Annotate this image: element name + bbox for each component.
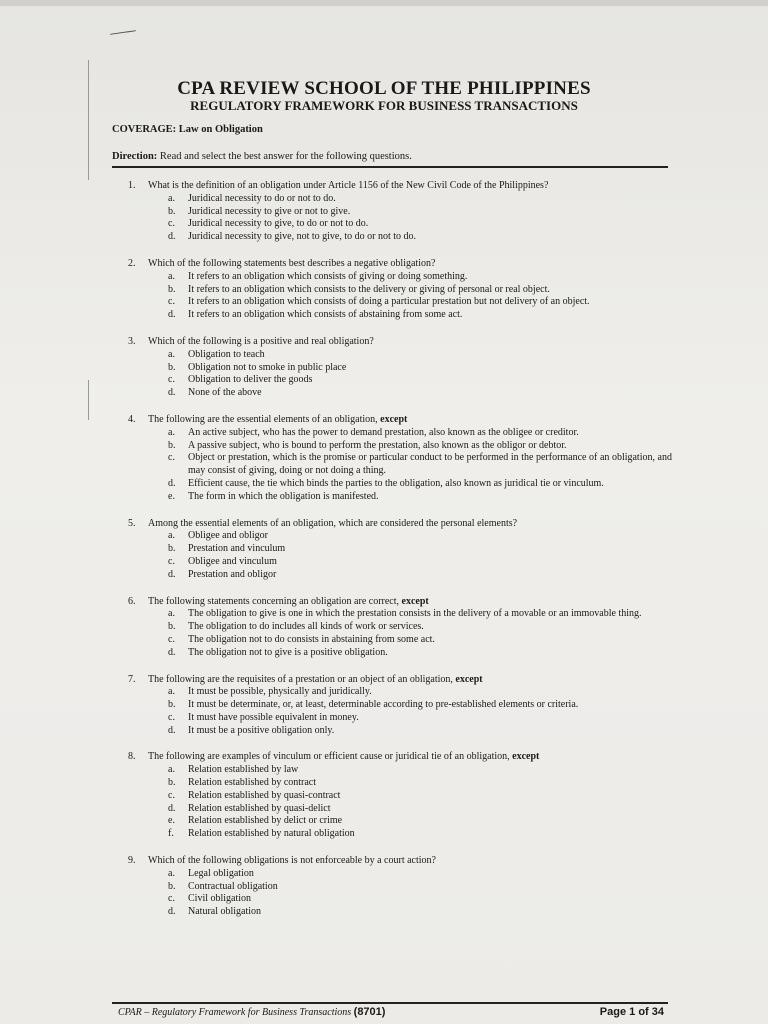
choice-letter: a.	[168, 192, 175, 204]
question-text: The following are the requisites of a prestation or an object of an obligation,	[148, 673, 456, 685]
answer-choice	[168, 452, 672, 478]
answer-choice	[168, 556, 672, 569]
answer-choice	[168, 427, 672, 440]
question-text: Among the essential elements of an obligation, which are considered the personal elements?	[148, 517, 518, 529]
choice-letter: d.	[168, 231, 176, 243]
choice-letter: a.	[168, 608, 175, 620]
choice-letter: b.	[168, 361, 176, 373]
choice-letter: c.	[168, 555, 175, 567]
choice-text: It refers to an obligation which consists of doing a particular prestation but not delivery of an object.	[188, 296, 590, 308]
choice-text: Civil obligation	[188, 893, 252, 905]
question-item	[112, 518, 672, 582]
choice-text: Legal obligation	[188, 867, 254, 879]
choice-letter: a.	[168, 764, 175, 776]
choice-letter: a.	[168, 426, 175, 438]
answer-choice	[168, 218, 672, 231]
choice-letter: e.	[168, 490, 175, 502]
answer-choice	[168, 440, 672, 453]
question-number: 3.	[128, 335, 136, 347]
question-number: 8.	[128, 751, 136, 763]
question-text: The following are examples of vinculum or efficient cause or juridical tie of an obligation,	[148, 751, 513, 763]
choice-text: The obligation not to do consists in abstaining from some act.	[188, 633, 435, 645]
choice-letter: a.	[168, 348, 175, 360]
question-item	[112, 751, 672, 841]
direction-line	[112, 151, 412, 162]
question-emphasis: except	[380, 413, 408, 425]
choice-letter: a.	[168, 867, 175, 879]
choice-letter: c.	[168, 893, 175, 905]
question-stem	[148, 855, 672, 868]
direction-rule	[112, 166, 668, 168]
choice-letter: d.	[168, 802, 176, 814]
answer-choice	[168, 349, 672, 362]
question-text: The following statements concerning an obligation are correct,	[148, 595, 402, 607]
choice-letter: a.	[168, 686, 175, 698]
answer-choice	[168, 815, 672, 828]
answer-choice	[168, 387, 672, 400]
question-emphasis: except	[512, 751, 540, 763]
choice-letter: b.	[168, 283, 176, 295]
choice-letter: d.	[168, 387, 176, 399]
coverage-line	[112, 124, 263, 135]
choice-letter: d.	[168, 568, 176, 580]
question-emphasis: except	[455, 673, 483, 685]
direction-text: Read and select the best answer for the following questions.	[159, 151, 412, 162]
choice-letter: c.	[168, 633, 175, 645]
footer-course-code: (8701)	[353, 1006, 386, 1018]
question-list	[112, 180, 672, 933]
choice-list	[148, 686, 672, 737]
choice-text: Obligee and vinculum	[188, 555, 277, 567]
scan-edge	[0, 0, 768, 6]
choice-text: Relation established by delict or crime	[188, 815, 343, 827]
question-number: 2.	[128, 257, 136, 269]
choice-text: It must be a positive obligation only.	[188, 724, 335, 736]
choice-text: Obligee and obligor	[188, 530, 268, 542]
answer-choice	[168, 271, 672, 284]
answer-choice	[168, 362, 672, 375]
choice-letter: c.	[168, 789, 175, 801]
choice-list	[148, 764, 672, 841]
choice-letter: b.	[168, 543, 176, 555]
question-stem	[148, 596, 672, 609]
footer-rule	[112, 1002, 668, 1004]
choice-letter: d.	[168, 906, 176, 918]
answer-choice	[168, 621, 672, 634]
choice-letter: b.	[168, 205, 176, 217]
answer-choice	[168, 777, 672, 790]
choice-text: It must be possible, physically and juridically.	[188, 686, 372, 698]
choice-list	[148, 530, 672, 581]
question-stem	[148, 751, 672, 764]
choice-letter: b.	[168, 699, 176, 711]
answer-choice	[168, 881, 672, 894]
coverage-label: COVERAGE:	[112, 124, 177, 135]
question-number: 9.	[128, 855, 136, 867]
choice-text: Natural obligation	[188, 906, 262, 918]
answer-choice	[168, 530, 672, 543]
choice-text: Obligation to teach	[188, 348, 265, 360]
choice-text: It must be determinate, or, at least, determinable according to pre-established elements or criteria.	[188, 699, 579, 711]
question-stem	[148, 414, 672, 427]
choice-text: None of the above	[188, 387, 262, 399]
choice-text: Prestation and obligor	[188, 568, 277, 580]
answer-choice	[168, 478, 672, 491]
choice-text: Relation established by quasi-delict	[188, 802, 331, 814]
question-item	[112, 414, 672, 504]
question-stem	[148, 674, 672, 687]
choice-letter: a.	[168, 270, 175, 282]
question-item	[112, 674, 672, 738]
choice-text: Relation established by contract	[188, 777, 317, 789]
coverage-value: Law on Obligation	[178, 124, 263, 135]
footer-course-name: CPAR – Regulatory Framework for Business Transactions	[118, 1007, 352, 1018]
answer-choice	[168, 828, 672, 841]
direction-label: Direction:	[112, 151, 158, 162]
question-text: Which of the following is a positive and real obligation?	[148, 335, 374, 347]
choice-text: The obligation to give is one in which the prestation consists in the delivery of a movable or an immovable thing.	[188, 608, 642, 620]
answer-choice	[168, 712, 672, 725]
choice-letter: b.	[168, 777, 176, 789]
question-stem	[148, 518, 672, 531]
choice-text: It refers to an obligation which consists to the delivery or giving of personal or real object.	[188, 283, 550, 295]
choice-text: The obligation not to give is a positive obligation.	[188, 646, 388, 658]
answer-choice	[168, 231, 672, 244]
choice-text: Object or prestation, which is the promise or particular conduct to be performed in the performance of an obligation, and may consist of giving, doing or not doing a thing.	[188, 452, 672, 477]
question-item	[112, 258, 672, 322]
answer-choice	[168, 868, 672, 881]
choice-text: Juridical necessity to do or not to do.	[188, 192, 336, 204]
answer-choice	[168, 491, 672, 504]
choice-text: Prestation and vinculum	[188, 543, 286, 555]
choice-letter: c.	[168, 711, 175, 723]
answer-choice	[168, 608, 672, 621]
choice-list	[148, 349, 672, 400]
subject-title: REGULATORY FRAMEWORK FOR BUSINESS TRANSACTIONS	[190, 98, 578, 113]
question-stem	[148, 336, 672, 349]
question-stem	[148, 258, 672, 271]
choice-text: Obligation not to smoke in public place	[188, 361, 347, 373]
question-item	[112, 336, 672, 400]
answer-choice	[168, 803, 672, 816]
choice-list	[148, 608, 672, 659]
choice-text: Efficient cause, the tie which binds the parties to the obligation, also known as juridical tie or vinculum.	[188, 477, 604, 489]
answer-choice	[168, 193, 672, 206]
answer-choice	[168, 790, 672, 803]
choice-letter: d.	[168, 724, 176, 736]
answer-choice	[168, 296, 672, 309]
choice-letter: a.	[168, 530, 175, 542]
answer-choice	[168, 543, 672, 556]
answer-choice	[168, 284, 672, 297]
choice-text: Relation established by natural obligation	[188, 828, 355, 840]
question-text: Which of the following obligations is not enforceable by a court action?	[148, 855, 436, 867]
choice-letter: c.	[168, 218, 175, 230]
choice-letter: b.	[168, 439, 176, 451]
question-item	[112, 180, 672, 244]
choice-list	[148, 193, 672, 244]
answer-choice	[168, 699, 672, 712]
answer-choice	[168, 893, 672, 906]
question-text: Which of the following statements best describes a negative obligation?	[148, 257, 436, 269]
question-emphasis: except	[401, 595, 429, 607]
choice-text: It refers to an obligation which consists of giving or doing something.	[188, 270, 468, 282]
choice-text: The form in which the obligation is manifested.	[188, 490, 379, 502]
choice-text: It refers to an obligation which consists of abstaining from some act.	[188, 309, 463, 321]
binder-margin-line	[88, 380, 89, 420]
choice-letter: b.	[168, 880, 176, 892]
choice-text: Relation established by quasi-contract	[188, 789, 341, 801]
choice-text: Obligation to deliver the goods	[188, 374, 313, 386]
stray-pen-mark	[110, 30, 136, 35]
question-number: 5.	[128, 517, 136, 529]
answer-choice	[168, 647, 672, 660]
footer-course	[118, 1006, 385, 1018]
choice-text: Contractual obligation	[188, 880, 278, 892]
choice-text: A passive subject, who is bound to perform the prestation, also known as the obligor or debtor.	[188, 439, 567, 451]
choice-letter: d.	[168, 309, 176, 321]
answer-choice	[168, 374, 672, 387]
answer-choice	[168, 206, 672, 219]
answer-choice	[168, 569, 672, 582]
choice-letter: c.	[168, 452, 175, 464]
question-number: 4.	[128, 413, 136, 425]
choice-letter: c.	[168, 374, 175, 386]
choice-text: An active subject, who has the power to demand prestation, also known as the obligee or creditor.	[188, 426, 579, 438]
choice-text: Juridical necessity to give or not to give.	[188, 205, 351, 217]
question-number: 6.	[128, 595, 136, 607]
choice-list	[148, 868, 672, 919]
choice-letter: c.	[168, 296, 175, 308]
answer-choice	[168, 686, 672, 699]
choice-text: The obligation to do includes all kinds of work or services.	[188, 621, 424, 633]
question-stem	[148, 180, 672, 193]
choice-letter: d.	[168, 477, 176, 489]
choice-text: Juridical necessity to give, to do or not to do.	[188, 218, 369, 230]
choice-letter: d.	[168, 646, 176, 658]
choice-text: Juridical necessity to give, not to give, to do or not to do.	[188, 231, 417, 243]
choice-letter: b.	[168, 621, 176, 633]
choice-text: Relation established by law	[188, 764, 299, 776]
answer-choice	[168, 906, 672, 919]
answer-choice	[168, 764, 672, 777]
choice-text: It must have possible equivalent in money.	[188, 711, 359, 723]
choice-letter: f.	[168, 828, 174, 840]
choice-list	[148, 271, 672, 322]
question-number: 1.	[128, 180, 136, 191]
page-number: Page 1 of 34	[599, 1006, 664, 1018]
answer-choice	[168, 309, 672, 322]
question-text: What is the definition of an obligation under Article 1156 of the New Civil Code of the Philippines?	[148, 180, 549, 191]
question-item	[112, 855, 672, 919]
answer-choice	[168, 725, 672, 738]
choice-letter: e.	[168, 815, 175, 827]
choice-list	[148, 427, 672, 504]
school-title: CPA REVIEW SCHOOL OF THE PHILIPPINES	[177, 78, 591, 99]
question-item	[112, 596, 672, 660]
question-number: 7.	[128, 673, 136, 685]
answer-choice	[168, 634, 672, 647]
question-text: The following are the essential elements of an obligation,	[148, 413, 381, 425]
